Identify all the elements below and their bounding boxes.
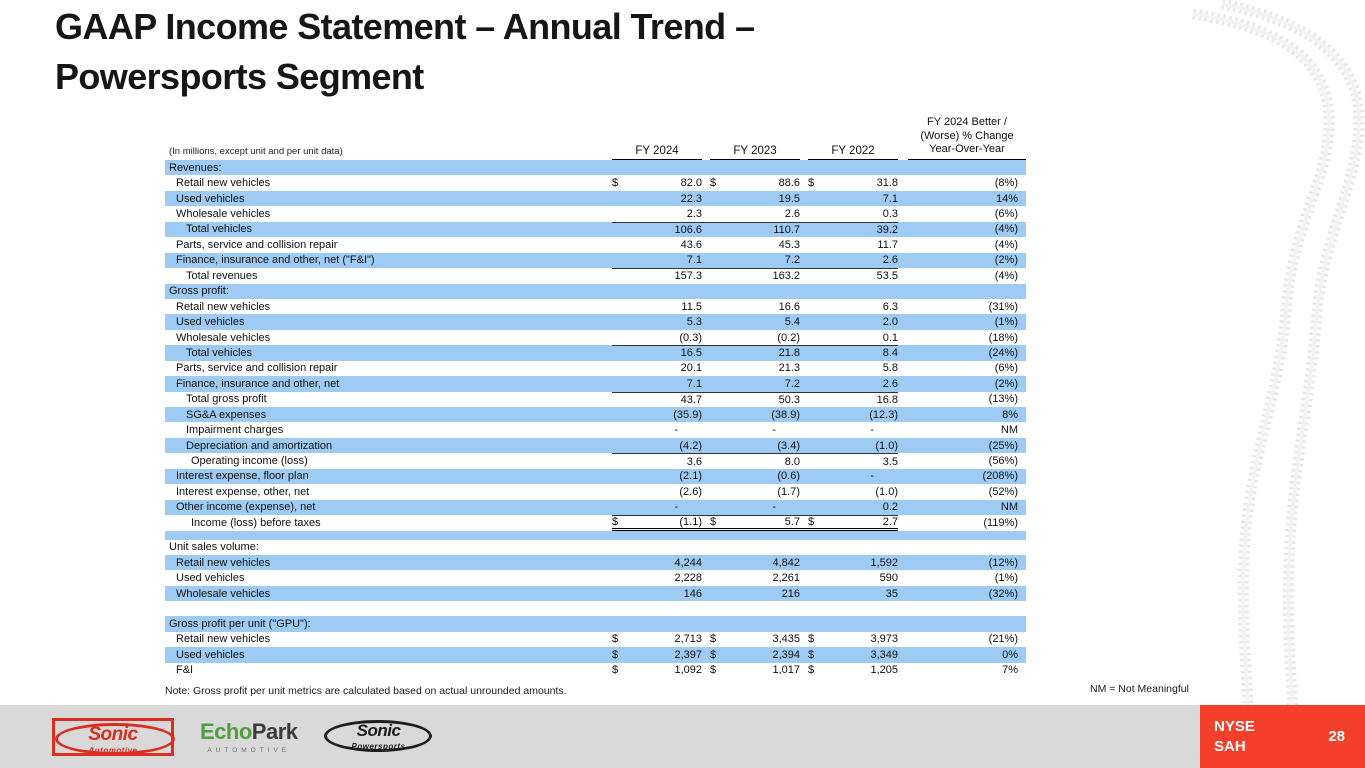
row-label: Impairment charges <box>186 424 284 437</box>
row-values <box>612 540 898 555</box>
cell-change: (6%) <box>994 362 1018 375</box>
table-row <box>165 237 1026 252</box>
column-header-fy2022: FY 2022 <box>808 145 898 160</box>
row-values <box>612 484 898 499</box>
cell-change: (4%) <box>994 269 1018 282</box>
cell-fy2023: 21.3 <box>778 362 800 375</box>
table-row <box>165 330 1026 345</box>
table-row <box>165 361 1026 376</box>
cell-fy2024: 5.3 <box>686 316 702 329</box>
table-row <box>165 345 1026 360</box>
echopark-logo: EchoPark AUTOMOTIVE <box>200 718 298 754</box>
nm-definition: NM = Not Meaningful <box>1090 683 1189 695</box>
page-title <box>55 2 1035 101</box>
row-label: Used vehicles <box>176 572 245 585</box>
cell-fy2024: 106.6 <box>674 223 702 236</box>
cell-fy2024: 22.3 <box>680 192 702 205</box>
cell-fy2024: $ 2,397 <box>612 648 702 661</box>
cell-change: (32%) <box>988 587 1018 600</box>
table-row <box>165 469 1026 484</box>
cell-change: (4%) <box>994 238 1018 251</box>
table-section-row <box>165 160 1026 175</box>
table-row <box>165 407 1026 422</box>
cell-change: 0% <box>1002 648 1018 661</box>
table-section-row <box>165 540 1026 555</box>
cell-fy2023: (38.9) <box>771 408 800 421</box>
cell-fy2023: - <box>772 501 776 514</box>
row-label: Retail new vehicles <box>176 177 271 190</box>
cell-change: (6%) <box>994 208 1018 221</box>
cell-fy2022: $ 1,205 <box>808 664 898 677</box>
title-line-2: Powersports Segment <box>55 55 424 97</box>
row-values <box>612 407 898 422</box>
cell-change: (21%) <box>988 633 1018 646</box>
cell-fy2022: $ 2.7 <box>808 515 898 528</box>
cell-fy2022: 0.3 <box>882 208 898 221</box>
cell-fy2022: 39.2 <box>876 223 898 236</box>
cell-change: (4%) <box>994 223 1018 236</box>
cell-fy2024: (35.9) <box>673 408 702 421</box>
cell-fy2023: 2,261 <box>772 572 800 585</box>
row-values <box>612 222 898 237</box>
cell-change: (208%) <box>982 470 1018 483</box>
row-label: Operating income (loss) <box>191 455 308 468</box>
row-values <box>612 284 898 299</box>
row-label: Revenues: <box>169 161 222 174</box>
page-number: 28 <box>1328 728 1345 745</box>
cell-change: 7% <box>1002 664 1018 677</box>
row-values <box>612 253 898 268</box>
row-label: Wholesale vehicles <box>176 208 271 221</box>
row-values <box>612 314 898 329</box>
table-row <box>165 191 1026 206</box>
cell-fy2023: (0.2) <box>777 331 800 344</box>
row-label: Interest expense, floor plan <box>176 470 309 483</box>
row-label: Finance, insurance and other, net <box>176 377 340 390</box>
cell-fy2022: 1,592 <box>870 556 898 569</box>
cell-fy2023: 8.0 <box>784 455 800 468</box>
row-label: Parts, service and collision repair <box>176 238 338 251</box>
cell-fy2024: $ 1,092 <box>612 664 702 677</box>
row-label: F&I <box>176 664 194 677</box>
cell-fy2022: (1.0) <box>875 485 898 498</box>
cell-fy2023: - <box>772 424 776 437</box>
cell-fy2022: 5.8 <box>882 362 898 375</box>
row-values <box>612 586 898 601</box>
cell-fy2024: (2.6) <box>679 485 702 498</box>
cell-fy2023: $ 3,435 <box>710 633 800 646</box>
cell-change: 8% <box>1002 408 1018 421</box>
row-values <box>612 616 898 631</box>
cell-change: (25%) <box>988 439 1018 452</box>
cell-fy2024: 43.6 <box>680 238 702 251</box>
table-row <box>165 422 1026 437</box>
cell-fy2022: 16.8 <box>876 393 898 406</box>
row-label: Gross profit per unit ("GPU"): <box>169 617 311 630</box>
row-values <box>612 469 898 484</box>
cell-change: (12%) <box>988 556 1018 569</box>
cell-fy2023: 45.3 <box>778 238 800 251</box>
cell-fy2022: 0.1 <box>882 331 898 344</box>
cell-change: NM <box>1000 424 1018 437</box>
row-label: Retail new vehicles <box>176 300 271 313</box>
table-row <box>165 453 1026 468</box>
row-values <box>612 632 898 647</box>
row-label: Other income (expense), net <box>176 501 316 514</box>
cell-fy2023: 163.2 <box>772 270 800 283</box>
cell-fy2022: 2.6 <box>882 254 898 267</box>
cell-fy2024: 2.3 <box>686 208 702 221</box>
row-values <box>612 345 898 360</box>
row-values <box>612 392 898 407</box>
cell-change: (1%) <box>994 572 1018 585</box>
cell-fy2022: 0.2 <box>882 501 898 514</box>
cell-fy2024: 7.1 <box>686 377 702 390</box>
cell-fy2023: 216 <box>781 587 800 600</box>
table-row <box>165 299 1026 314</box>
column-header-change: FY 2024 Better / (Worse) % Change Year-Over-Year <box>908 116 1026 160</box>
cell-fy2024: 43.7 <box>680 393 702 406</box>
column-header-fy2023: FY 2023 <box>710 145 800 160</box>
cell-fy2024: 11.5 <box>681 300 702 313</box>
table-row <box>165 376 1026 391</box>
sonic-automotive-logo: Sonic Automotive <box>52 718 174 756</box>
table-row <box>165 632 1026 647</box>
cell-fy2023: 16.6 <box>778 300 800 313</box>
cell-fy2023: 4,842 <box>772 556 800 569</box>
cell-fy2022: $ 31.8 <box>808 177 898 190</box>
cell-change: (2%) <box>994 377 1018 390</box>
cell-change: (52%) <box>988 485 1018 498</box>
cell-fy2022: - <box>870 424 874 437</box>
cell-fy2022: 7.1 <box>882 192 898 205</box>
table-row <box>165 555 1026 570</box>
cell-fy2022: - <box>870 470 874 483</box>
row-values <box>612 453 898 468</box>
footer-logos <box>0 718 434 756</box>
cell-fy2024: 3.6 <box>686 455 702 468</box>
cell-fy2023: (3.4) <box>777 439 800 452</box>
gpu-footnote: Note: Gross profit per unit metrics are calculated based on actual unrounded amounts. <box>165 685 567 697</box>
row-values <box>612 268 898 283</box>
cell-fy2024: 146 <box>683 587 702 600</box>
cell-fy2023: 19.5 <box>778 192 800 205</box>
cell-fy2024: (0.3) <box>679 331 702 344</box>
row-label: Retail new vehicles <box>176 633 271 646</box>
table-spacer-row <box>165 531 1026 540</box>
table-row <box>165 206 1026 221</box>
cell-fy2024: (4.2) <box>679 439 702 452</box>
cell-fy2023: 7.2 <box>784 254 800 267</box>
cell-fy2023: (1.7) <box>777 485 800 498</box>
cell-change: 14% <box>995 192 1018 205</box>
year-column-headers <box>612 145 898 160</box>
cell-fy2024: 4,244 <box>674 556 702 569</box>
row-values <box>612 175 898 190</box>
row-values <box>612 422 898 437</box>
cell-change: (1%) <box>994 316 1018 329</box>
cell-fy2022: 6.3 <box>882 300 898 313</box>
cell-change: (24%) <box>988 346 1018 359</box>
income-statement-table <box>165 98 1026 678</box>
cell-fy2023: $ 1,017 <box>710 664 800 677</box>
cell-fy2022: 8.4 <box>882 347 898 360</box>
row-values <box>612 500 898 515</box>
cell-change: (13%) <box>988 393 1018 406</box>
table-row <box>165 438 1026 453</box>
cell-fy2023: 21.8 <box>778 347 800 360</box>
cell-fy2024: $ (1.1) <box>612 515 702 528</box>
cell-fy2023: $ 88.6 <box>710 177 800 190</box>
row-label: Retail new vehicles <box>176 556 271 569</box>
cell-fy2024: 7.1 <box>686 254 702 267</box>
cell-fy2022: 3.5 <box>882 455 898 468</box>
table-header <box>165 98 1026 160</box>
row-label: Parts, service and collision repair <box>176 362 338 375</box>
row-label: Total gross profit <box>186 393 267 406</box>
table-row <box>165 222 1026 237</box>
row-values <box>612 376 898 391</box>
cell-change: (18%) <box>988 331 1018 344</box>
cell-fy2023: 110.7 <box>773 223 800 236</box>
row-values <box>612 206 898 221</box>
row-label: Gross profit: <box>169 285 229 298</box>
table-section-row <box>165 284 1026 299</box>
table-body <box>165 160 1026 678</box>
table-row <box>165 586 1026 601</box>
cell-fy2022: 35 <box>885 587 898 600</box>
row-label: Interest expense, other, net <box>176 485 310 498</box>
cell-fy2024: 20.1 <box>680 362 702 375</box>
table-row <box>165 392 1026 407</box>
cell-fy2023: 7.2 <box>784 377 800 390</box>
cell-fy2024: (2.1) <box>679 470 702 483</box>
cell-fy2024: 16.5 <box>680 347 702 360</box>
ticker-text: NYSE SAH <box>1214 718 1255 755</box>
row-values <box>612 515 898 530</box>
cell-fy2022: 2.0 <box>882 316 898 329</box>
row-values <box>612 361 898 376</box>
row-values <box>612 555 898 570</box>
footer-bar <box>0 705 1365 768</box>
table-row <box>165 253 1026 268</box>
cell-fy2022: 53.5 <box>876 270 898 283</box>
cell-fy2023: 5.4 <box>784 316 800 329</box>
cell-change: NM <box>1000 501 1018 514</box>
row-label: Total revenues <box>186 269 258 282</box>
cell-fy2024: $ 82.0 <box>612 177 702 190</box>
row-values <box>612 438 898 453</box>
row-label: SG&A expenses <box>186 408 267 421</box>
row-values <box>612 299 898 314</box>
cell-fy2023: (0.6) <box>777 470 800 483</box>
row-values <box>612 160 898 175</box>
units-note: (In millions, except unit and per unit data) <box>169 146 343 157</box>
row-label: Used vehicles <box>176 648 245 661</box>
table-row <box>165 175 1026 190</box>
row-label: Used vehicles <box>176 316 245 329</box>
table-row <box>165 314 1026 329</box>
cell-fy2023: 50.3 <box>778 393 800 406</box>
cell-fy2022: (1.0) <box>875 439 898 452</box>
row-values <box>612 330 898 345</box>
row-label: Finance, insurance and other, net ("F&I") <box>176 254 375 267</box>
table-row <box>165 515 1026 530</box>
table-row <box>165 663 1026 678</box>
row-values <box>612 191 898 206</box>
table-section-row <box>165 616 1026 631</box>
cell-fy2022: (12.3) <box>869 408 898 421</box>
cell-fy2022: $ 3,973 <box>808 633 898 646</box>
cell-fy2023: $ 5.7 <box>710 515 800 528</box>
row-values <box>612 647 898 662</box>
cell-change: (31%) <box>988 300 1018 313</box>
row-label: Wholesale vehicles <box>176 587 271 600</box>
row-label: Depreciation and amortization <box>186 439 333 452</box>
table-row <box>165 570 1026 585</box>
cell-fy2024: - <box>674 424 678 437</box>
nyse-ticker-badge <box>1200 705 1365 768</box>
table-row <box>165 268 1026 283</box>
sonic-powersports-logo: Sonic Powersports <box>324 718 434 756</box>
row-values <box>612 663 898 678</box>
cell-fy2023: $ 2,394 <box>710 648 800 661</box>
cell-change: (8%) <box>994 177 1018 190</box>
row-label: Total vehicles <box>186 223 253 236</box>
cell-fy2022: $ 3,349 <box>808 648 898 661</box>
title-line-1: GAAP Income Statement – Annual Trend – <box>55 6 755 47</box>
cell-fy2024: - <box>674 501 678 514</box>
cell-change: (56%) <box>988 455 1018 468</box>
table-row <box>165 500 1026 515</box>
column-header-fy2024: FY 2024 <box>612 145 702 160</box>
cell-fy2022: 2.6 <box>882 377 898 390</box>
table-row <box>165 484 1026 499</box>
cell-fy2024: $ 2,713 <box>612 633 702 646</box>
table-row <box>165 647 1026 662</box>
table-spacer-row <box>165 601 1026 616</box>
cell-fy2022: 11.7 <box>877 238 898 251</box>
cell-change: (119%) <box>983 516 1018 529</box>
cell-fy2024: 157.3 <box>674 270 702 283</box>
row-label: Unit sales volume: <box>169 541 259 554</box>
cell-fy2023: 2.6 <box>784 208 800 221</box>
cell-fy2024: 2,228 <box>674 572 702 585</box>
cell-change: (2%) <box>994 254 1018 267</box>
row-values <box>612 237 898 252</box>
row-label: Income (loss) before taxes <box>191 516 321 529</box>
row-label: Wholesale vehicles <box>176 331 271 344</box>
row-label: Used vehicles <box>176 192 245 205</box>
row-values <box>612 570 898 585</box>
cell-fy2022: 590 <box>879 572 898 585</box>
row-label: Total vehicles <box>186 346 253 359</box>
